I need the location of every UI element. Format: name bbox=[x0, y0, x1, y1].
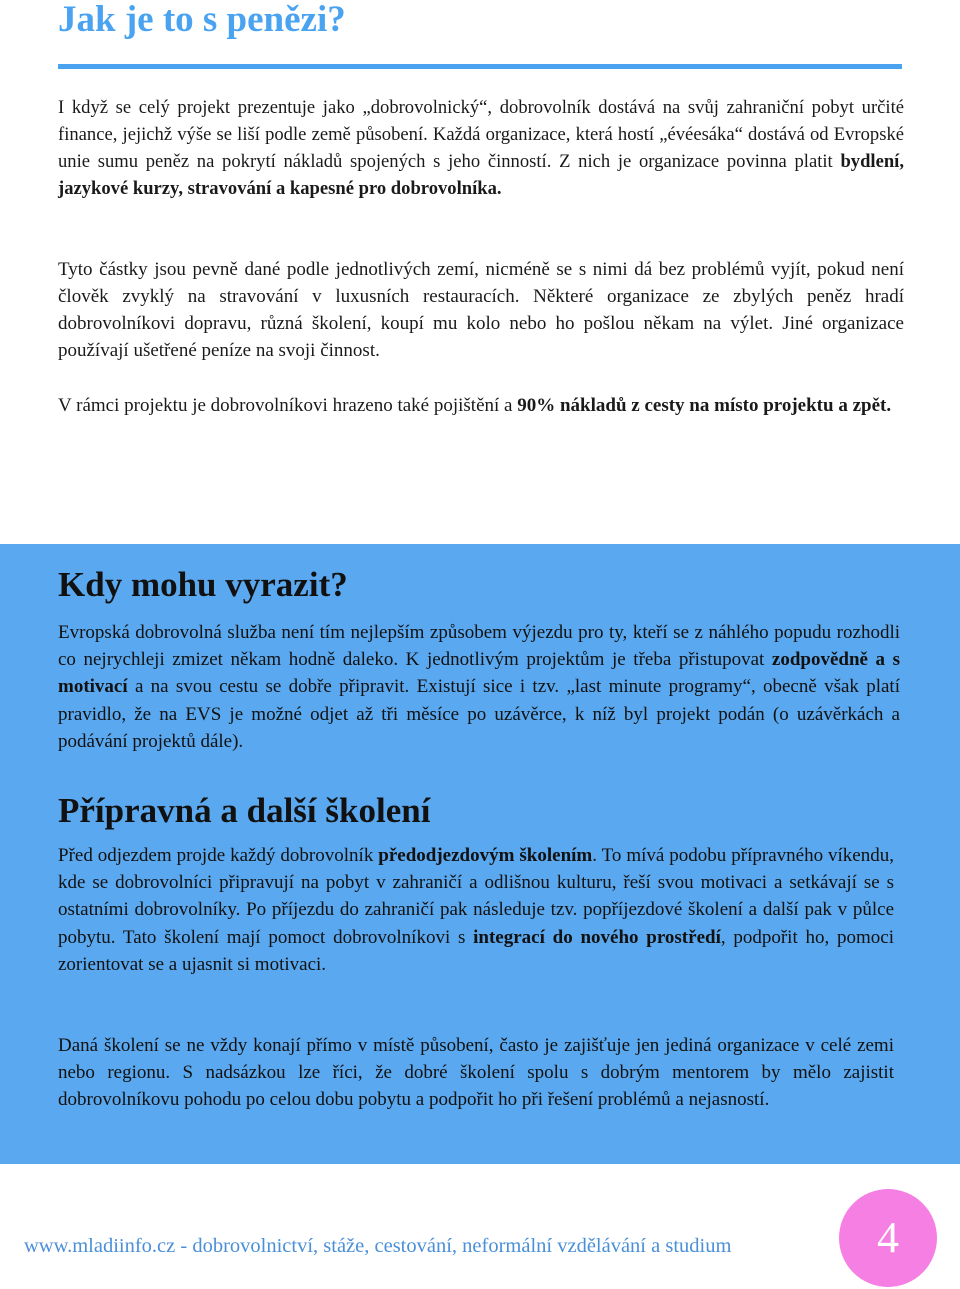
section-title-training: Přípravná a další školení bbox=[58, 791, 431, 830]
bold-run: integrací do nového prostředí bbox=[473, 926, 721, 948]
text-run: V rámci projektu je dobrovolníkovi hrazeno také pojištění a bbox=[58, 395, 518, 416]
page-number-badge bbox=[839, 1189, 937, 1287]
section-title-when: Kdy mohu vyrazit? bbox=[58, 565, 348, 604]
text-run: I když se celý projekt prezentuje jako „dobrovolnický“, dobrovolník dostává na svůj zahraniční pobyt určité finance, jejichž výše se liší podle země působení. Každá organizace, která hostí „évéesáka“ dostává od Evropské unie sumu peněz na pokrytí nákladů spojených s jeho činností. Z nich je organizace povinna platit bbox=[58, 97, 904, 172]
section-title-money: Jak je to s penězi? bbox=[58, 0, 346, 40]
bold-run: bydlení, jazykové kurzy, stravování a kapesné pro dobrovolníka. bbox=[58, 151, 904, 199]
bold-run: 90% nákladů z cesty na místo projektu a zpět. bbox=[517, 395, 892, 416]
page-number: 4 bbox=[877, 1213, 899, 1262]
text-run: , podpořit ho, pomoci zorientovat se a ujasnit si motivaci. bbox=[58, 926, 894, 975]
money-paragraph-1 bbox=[58, 94, 904, 202]
money-paragraph-2: Tyto částky jsou pevně dané podle jednotlivých zemí, nicméně se s nimi dá bez problémů vyjít, pokud není člověk zvyklý na stravování v luxusních restauracích. Některé organizace ze zbylých peněz hradí dobrovolníkovi dopravu, různá školení, koupí mu kolo nebo ho pošlou někam na výlet. Jiné organizace používají ušetřené peníze na svoji činnost. bbox=[58, 259, 904, 361]
training-paragraph-1 bbox=[58, 842, 894, 978]
footer-website-link[interactable]: www.mladiinfo.cz - dobrovolnictví, stáže, cestování, neformální vzdělávání a studium bbox=[24, 1235, 732, 1257]
text-run: . To mívá podobu přípravného víkendu, kde se dobrovolníci připravují na pobyt v zahraničí a odlišnou kulturu, řeší svou motivaci a setkávají se s ostatními dobrovolníky. Po příjezdu do zahraničí pak následuje tzv. popříjezdové školení a další pak v půlce pobytu. Tato školení mají pomoct dobrovolníkovi s bbox=[58, 845, 894, 948]
text-run: a na svou cestu se dobře připravit. Existují sice i tzv. „last minute programy“, obecně však platí pravidlo, že na EVS je možné odjet až tři měsíce po uzávěrce, k níž byl projekt podán (o uzávěrkách a podávání projektů dále). bbox=[58, 676, 900, 752]
text-run: Evropská dobrovolná služba není tím nejlepším způsobem výjezdu pro ty, kteří se z náhlého popudu rozhodli co nejrychleji zmizet někam hodně daleko. K jednotlivým projektům je třeba přistupovat bbox=[58, 622, 900, 671]
money-paragraph-3 bbox=[58, 392, 904, 419]
title-underline bbox=[58, 64, 902, 69]
when-paragraph bbox=[58, 619, 900, 755]
training-paragraph-2: Daná školení se ne vždy konají přímo v místě působení, často je zajišťuje jen jediná organizace v celé zemi nebo regionu. S nadsázkou lze říci, že dobré školení spolu s dobrým mentorem by mělo zajistit dobrovolníkovu pohodu po celou dobu pobytu a podpořit ho při řešení problémů a nejasností. bbox=[58, 1035, 894, 1111]
bold-run: zodpovědně a s motivací bbox=[58, 649, 900, 698]
bold-run: předodjezdovým školením bbox=[378, 845, 593, 866]
text-run: Před odjezdem projde každý dobrovolník bbox=[58, 845, 379, 866]
